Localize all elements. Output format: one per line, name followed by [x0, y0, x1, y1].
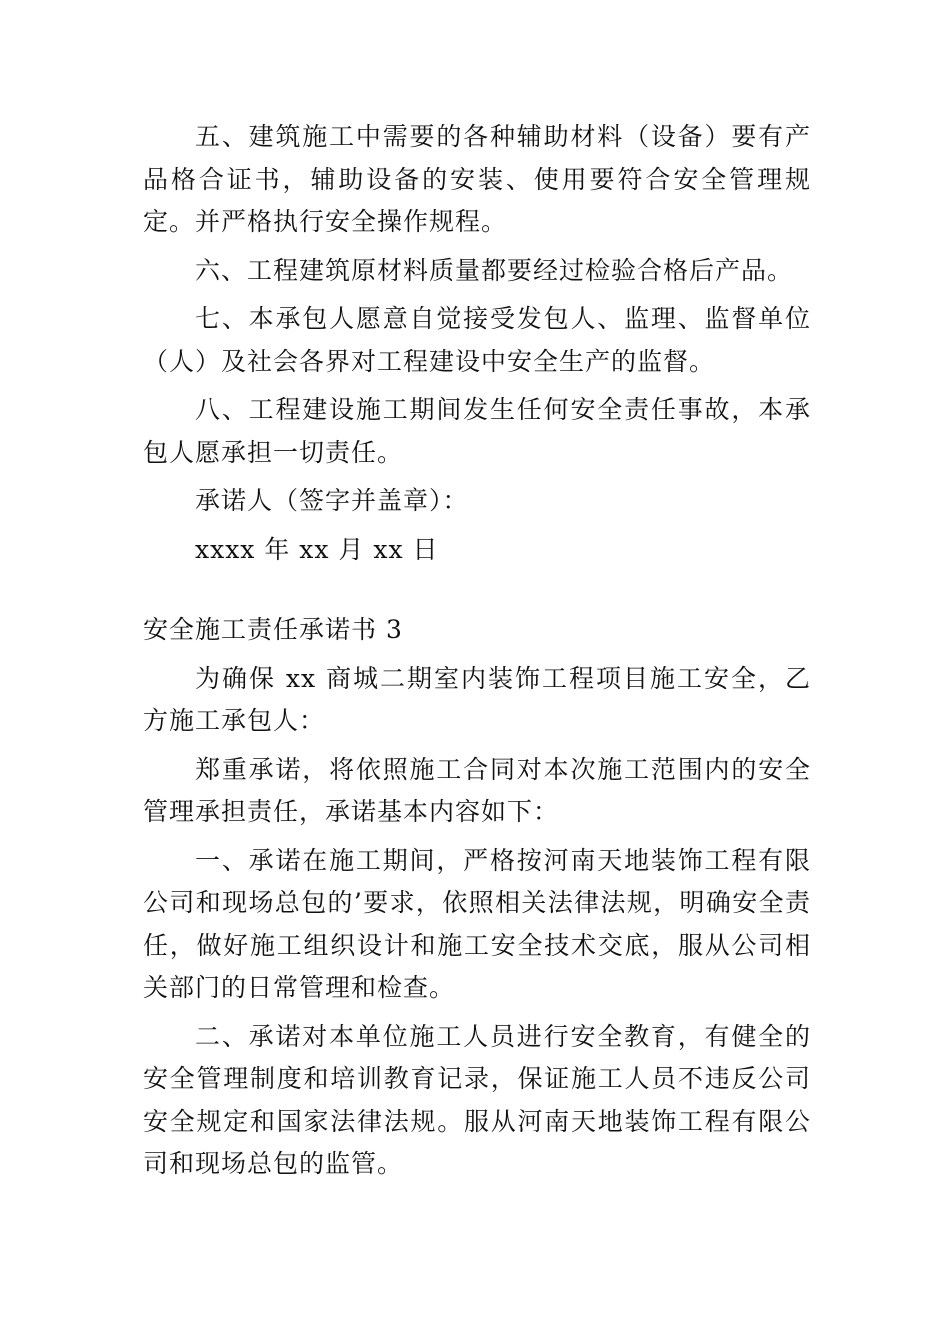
document-body: [143, 116, 811, 1186]
commitment-paragraph: 郑重承诺，将依照施工合同对本次施工范围内的安全管理承担责任，承诺基本内容如下：: [143, 754, 811, 826]
paragraph-item-6: 六、工程建筑原材料质量都要经过检验合格后产品。: [195, 255, 794, 285]
clause-1-paragraph: 一、承诺在施工期间，严格按河南天地装饰工程有限公司和现场总包的’要求，依照相关法律法规，明确安全责任，做好施工组织设计和施工安全技术交底，服从公司相关部门的日常管理和检查。: [143, 845, 811, 1002]
paragraph-item-8: 八、工程建设施工期间发生任何安全责任事故，本承包人愿承担一切责任。: [143, 395, 811, 467]
date-line: xxxx 年 xx 月 xx 日: [195, 534, 439, 564]
clause-2-paragraph: 二、承诺对本单位施工人员进行安全教育，有健全的安全管理制度和培训教育记录，保证施工人员不违反公司安全规定和国家法律法规。服从河南天地装饰工程有限公司和现场总包的监管。: [143, 1021, 811, 1178]
paragraph-item-7: 七、本承包人愿意自觉接受发包人、监理、监督单位（人）及社会各界对工程建设中安全生产的监督。: [143, 304, 811, 376]
intro-paragraph: 为确保 xx 商城二期室内装饰工程项目施工安全，乙方施工承包人：: [143, 663, 811, 735]
signature-line: 承诺人（签字并盖章）：: [195, 486, 469, 515]
paragraph-item-5: 五、建筑施工中需要的各种辅助材料（设备）要有产品格合证书，辅助设备的安装、使用要符合安全管理规定。并严格执行安全操作规程。: [143, 122, 811, 236]
section-title: 安全施工责任承诺书 3: [143, 615, 403, 644]
